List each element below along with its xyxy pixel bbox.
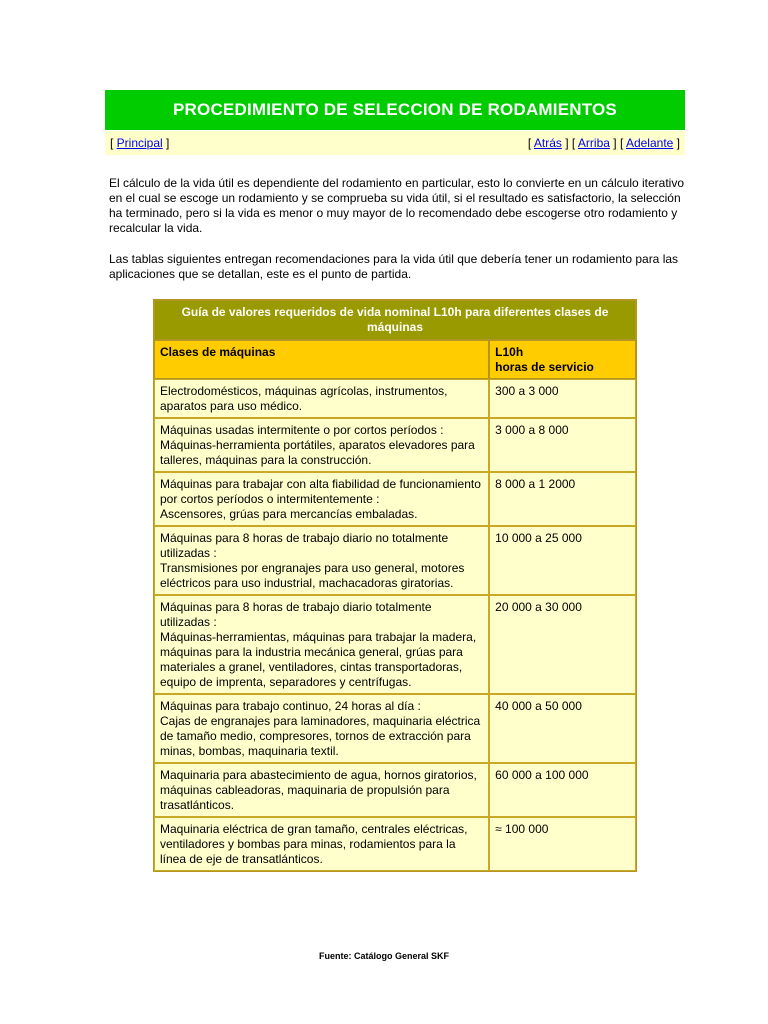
- intro-paragraph-1: El cálculo de la vida útil es dependiente del rodamiento en particular, esto lo convierte en un cálculo iterativo en el cual se escoge un rodamiento y se comprueba su vida útil, si el resultado es satisfactorio, la selección ha terminado, pero si la vida es menor o muy mayor de lo recomendado debe escogerse otro rodamiento y recalcular la vida.: [109, 176, 685, 235]
- bracket: ]: [162, 136, 170, 150]
- l10h-value-cell: 10 000 a 25 000: [489, 526, 636, 595]
- table-row: [154, 418, 636, 472]
- bracket: [: [527, 136, 534, 150]
- page-banner: [105, 90, 685, 130]
- bracket: [: [619, 136, 626, 150]
- machine-class-text: Ascensores, grúas para mercancías embaladas.: [160, 507, 418, 521]
- machine-class-text: Máquinas para 8 horas de trabajo diario totalmente utilizadas :: [160, 600, 432, 629]
- l10h-value-cell: 40 000 a 50 000: [489, 694, 636, 763]
- machine-class-text: Electrodomésticos, máquinas agrícolas, instrumentos, aparatos para uso médico.: [160, 384, 448, 413]
- table-body: [154, 379, 636, 871]
- bracket: [: [571, 136, 578, 150]
- source-note: Fuente: Catálogo General SKF: [318, 951, 450, 961]
- bearing-life-table: [153, 299, 637, 872]
- machine-class-text: Máquinas usadas intermitente o por cortos períodos :: [160, 423, 444, 437]
- nav-link-adelante[interactable]: Adelante: [625, 136, 674, 150]
- navigation-bar: [105, 131, 685, 155]
- machine-class-text: Maquinaria eléctrica de gran tamaño, centrales eléctricas, ventiladores y bombas para minas, rodamientos para la línea de eje de transatlánticos.: [160, 822, 468, 866]
- column-header-machine-class: Clases de máquinas: [154, 340, 489, 379]
- machine-class-text: Cajas de engranajes para laminadores, maquinaria eléctrica de tamaño medio, compresores, tornos de extracción para minas, bombas, maquinaria textil.: [160, 714, 481, 758]
- machine-class-cell: [154, 694, 489, 763]
- machine-class-cell: [154, 472, 489, 526]
- bracket: ]: [609, 136, 620, 150]
- table-row: [154, 595, 636, 694]
- machine-class-text: Máquinas-herramientas, máquinas para trabajar la madera, máquinas para la industria mecánica general, grúas para materiales a granel, ventiladores, cintas transportadoras, equipo de imprenta, separadores y centrífugas.: [160, 630, 477, 689]
- bearing-life-table-container: [153, 299, 637, 872]
- nav-link-atras[interactable]: Atrás: [533, 136, 562, 150]
- table-row: [154, 694, 636, 763]
- l10h-label: L10h: [495, 345, 524, 359]
- machine-class-text: Máquinas para 8 horas de trabajo diario no totalmente utilizadas :: [160, 531, 449, 560]
- table-row: [154, 763, 636, 817]
- machine-class-cell: [154, 379, 489, 418]
- table-row: [154, 379, 636, 418]
- l10h-value-cell: 3 000 a 8 000: [489, 418, 636, 472]
- machine-class-cell: [154, 763, 489, 817]
- machine-class-text: Máquinas para trabajar con alta fiabilidad de funcionamiento por cortos períodos o intermitentemente :: [160, 477, 481, 506]
- table-row: [154, 526, 636, 595]
- nav-right: [528, 136, 680, 150]
- service-hours-label: horas de servicio: [495, 360, 594, 374]
- table-row: [154, 817, 636, 871]
- l10h-value-cell: 300 a 3 000: [489, 379, 636, 418]
- l10h-value-cell: 20 000 a 30 000: [489, 595, 636, 694]
- table-caption: Guía de valores requeridos de vida nominal L10h para diferentes clases de máquinas: [154, 300, 636, 340]
- machine-class-cell: [154, 418, 489, 472]
- machine-class-text: Maquinaria para abastecimiento de agua, hornos giratorios, máquinas cableadoras, maquinaria de propulsión para trasatlánticos.: [160, 768, 477, 812]
- nav-link-principal[interactable]: Principal: [116, 136, 163, 150]
- machine-class-text: Transmisiones por engranajes para uso general, motores eléctricos para uso industrial, machacadoras giratorias.: [160, 561, 465, 590]
- l10h-value-cell: 8 000 a 1 2000: [489, 472, 636, 526]
- bracket: ]: [561, 136, 572, 150]
- machine-class-cell: [154, 595, 489, 694]
- machine-class-cell: [154, 526, 489, 595]
- machine-class-text: Máquinas para trabajo continuo, 24 horas al día :: [160, 699, 421, 713]
- machine-class-cell: [154, 817, 489, 871]
- nav-link-arriba[interactable]: Arriba: [577, 136, 610, 150]
- l10h-value-cell: ≈ 100 000: [489, 817, 636, 871]
- intro-paragraph-2: Las tablas siguientes entregan recomendaciones para la vida útil que debería tener un rodamiento para las aplicaciones que se detallan, este es el punto de partida.: [109, 252, 679, 281]
- l10h-value-cell: 60 000 a 100 000: [489, 763, 636, 817]
- table-row: [154, 472, 636, 526]
- bracket: ]: [673, 136, 680, 150]
- nav-left: [110, 136, 169, 150]
- machine-class-text: Máquinas-herramienta portátiles, aparatos elevadores para talleres, máquinas para la construcción.: [160, 438, 475, 467]
- page-title: PROCEDIMIENTO DE SELECCION DE RODAMIENTOS: [173, 100, 617, 119]
- bracket: [: [110, 136, 117, 150]
- column-header-l10h: [489, 340, 636, 379]
